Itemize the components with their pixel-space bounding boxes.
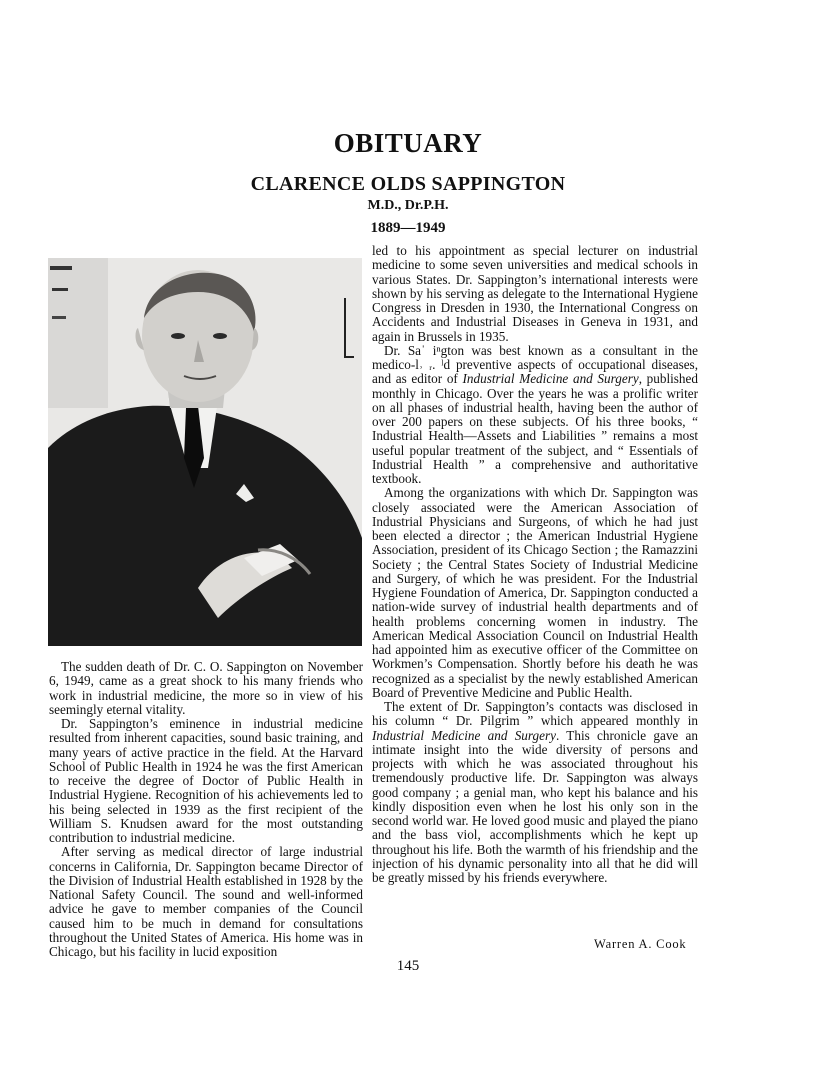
page-number: 145	[396, 958, 420, 974]
journal-title: Industrial Medicine and Surgery	[372, 727, 556, 743]
paragraph	[372, 700, 698, 885]
paragraph: Among the organizations with which Dr. Sappington was closely associated were the American Association of Industrial Physicians and Surgeons, of which he had just been elected a director ; the American Industrial Hygiene Association, president of its Chicago Section ; the Ramazzini Society ; the Central States Society of Industrial Medicine and Surgery, of which he was president. For the Industrial Hygiene Foundation of America, Dr. Sappington conducted a nation-wide survey of industrial health departments and of health problems concerning women in industry. The American Medical Association Council on Industrial Health had appointed him as executive officer of the Committee on Workmen’s Compensation. Shortly before his death he was recognized as a specialist by the newly established American Board of Preventive Medicine and Public Health.	[372, 485, 698, 700]
page-title: OBITUARY	[333, 128, 483, 158]
paragraph: led to his appointment as special lecturer on industrial medicine to some seven universities and medical schools in various States. Dr. Sappington’s international interests were shown by his serving as delegate to the International Hygiene Congress in Dresden in 1930, the International Congress on Accidents and Industrial Diseases in Geneva in 1931, and again in Brussels in 1935.	[372, 243, 698, 344]
author-signature: Warren A. Cook	[594, 937, 687, 951]
right-column	[372, 244, 698, 885]
text-run: , published monthly in Chicago. Over the years he was a prolific writer on all phases of industrial health, having been the author of over 200 papers on these subjects. Of his three books, “ Industrial Health—Assets and Liabilities ” remains a most useful popular treatment of the subject, and “ Essentials of Industrial Health ” a comprehensive and authoritative textbook.	[372, 371, 698, 486]
left-column	[49, 660, 363, 959]
subject-degrees: M.D., Dr.P.H.	[367, 198, 449, 213]
paragraph	[372, 344, 698, 487]
paragraph: The sudden death of Dr. C. O. Sappington on November 6, 1949, came as a great shock to his many friends who work in industrial medicine, the more so in view of his seemingly eternal vitality.	[49, 659, 363, 717]
portrait-photo-icon	[48, 258, 362, 646]
journal-title: Industrial Medicine and Surgery	[462, 371, 639, 387]
text-run: The extent of Dr. Sappington’s contacts was disclosed in his column “ Dr. Pilgrim ” which appeared monthly in	[372, 699, 698, 729]
paragraph: Dr. Sappington’s eminence in industrial medicine resulted from inherent capacities, sound basic training, and many years of active practice in the field. At the Harvard School of Public Health in 1924 he was the first American to receive the degree of Doctor of Public Health in Industrial Hygiene. Recognition of his achievements led to his being selected in 1939 as the first recipient of the William S. Knudsen award for the most outstanding contribution to industrial medicine.	[49, 716, 363, 845]
subject-name: CLARENCE OLDS SAPPINGTON	[250, 173, 566, 195]
subject-years: 1889—1949	[370, 220, 446, 236]
text-run: Dr. Saˈ iⁿgton was best known as a consultant in the medico-l˒ ᵣ. ˡd preventive aspects of occupational diseases, and as editor of	[372, 342, 698, 387]
text-run: . This chronicle gave an intimate insight into the wide diversity of persons and projects with which he was associated throughout his tremendously productive life. Dr. Sappington was always good company ; a genial man, who kept his balance and his kindly disposition even when he lost his only son in the second world war. He loved good music and played the piano and the bass viol, accomplishments which he kept up throughout his life. Both the warmth of his friendship and the injection of his dynamic personality into all that he did will be greatly missed by his friends everywhere.	[372, 727, 698, 885]
paragraph: After serving as medical director of large industrial concerns in California, Dr. Sappington became Director of the Division of Industrial Health established in 1928 by the National Safety Council. The sound and well-informed advice he gave to member companies of the Council caused him to be much in demand for consultations throughout the United States of America. His home was in Chicago, but his facility in lucid exposition	[49, 844, 363, 959]
portrait-photo	[48, 258, 362, 646]
